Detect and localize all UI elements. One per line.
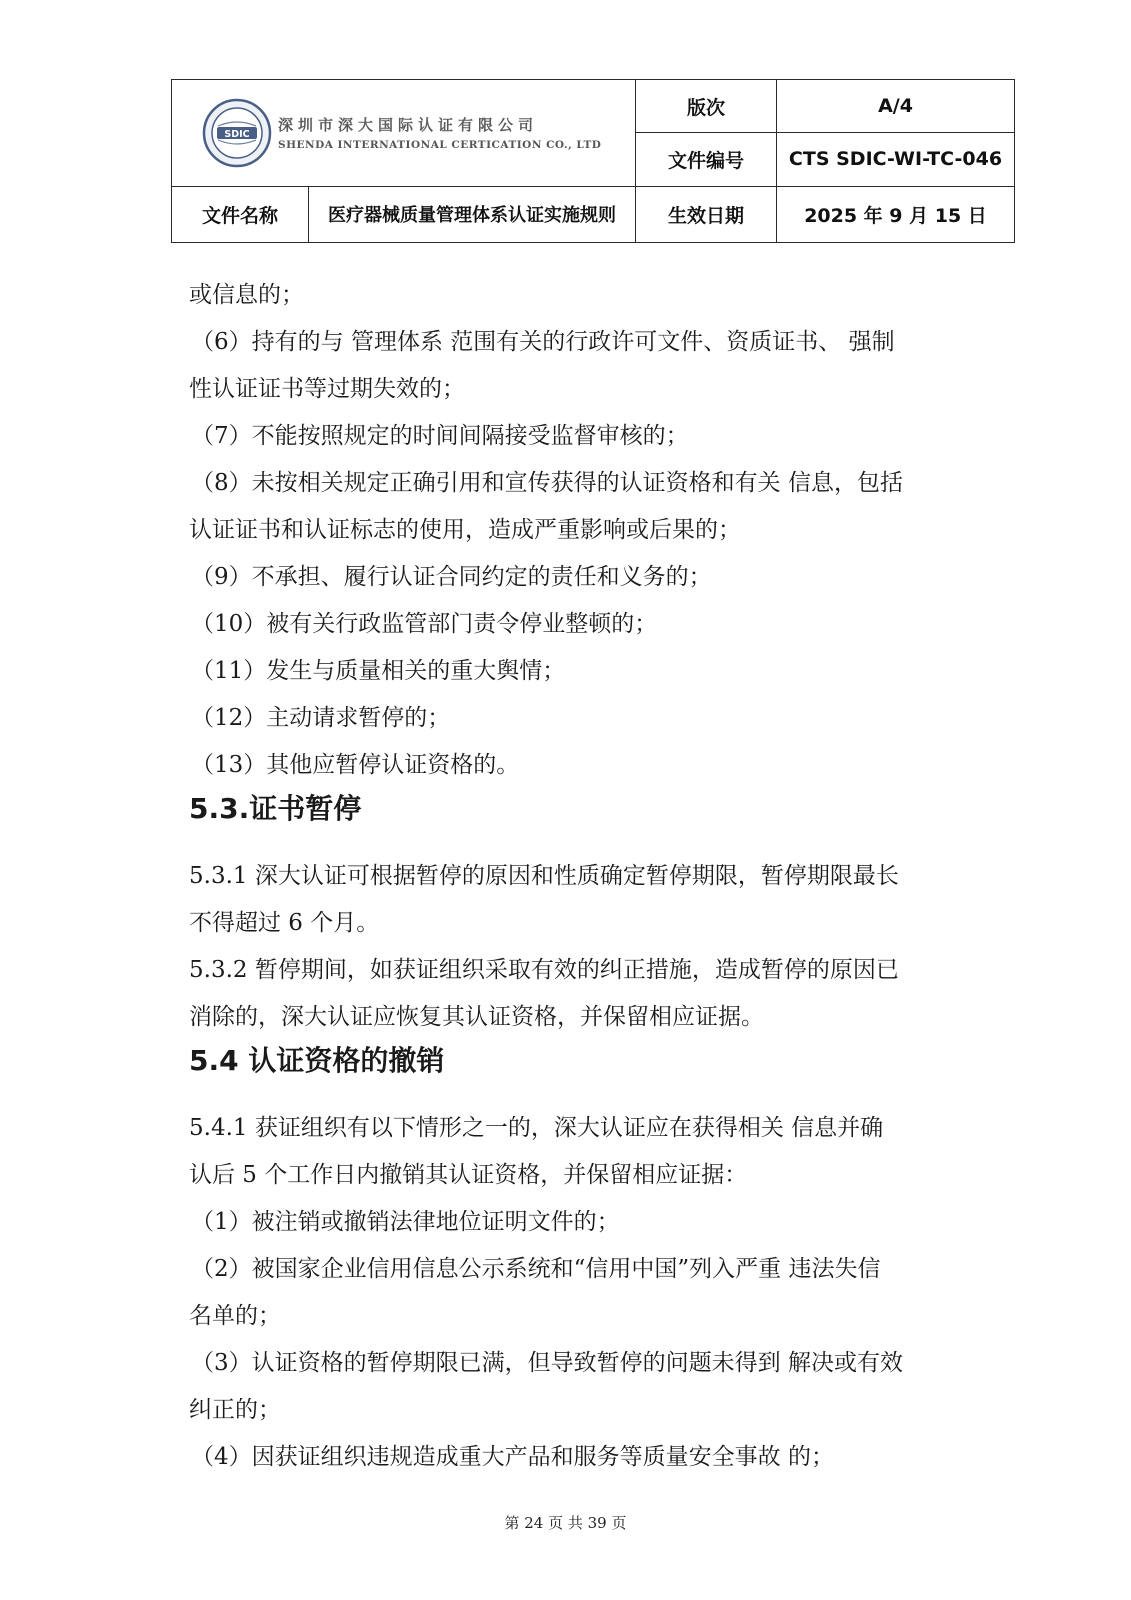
effective-date-value: 2025 年 9 月 15 日 — [777, 186, 1015, 242]
list-item: （7）不能按照规定的时间间隔接受监督审核的； — [191, 423, 689, 449]
body-line: 不得超过 6 个月。 — [189, 910, 380, 936]
company-seal-icon — [202, 98, 272, 168]
list-item: （11）发生与质量相关的重大舆情； — [191, 658, 566, 684]
body-line: 纠正的； — [189, 1397, 281, 1423]
effective-date-label: 生效日期 — [636, 186, 777, 242]
body-line: 名单的； — [189, 1303, 281, 1329]
section-heading-5-3: 5.3.证书暂停 — [189, 792, 362, 825]
list-item: （1）被注销或撤销法律地位证明文件的； — [191, 1209, 620, 1235]
body-line: 5.3.1 深大认证可根据暂停的原因和性质确定暂停期限，暂停期限最长 — [189, 863, 899, 889]
body-line: 或信息的； — [189, 282, 304, 308]
doc-number-value: CTS SDIC-WI-TC-046 — [777, 133, 1015, 186]
company-name-cn: 深圳市深大国际认证有限公司 — [278, 116, 539, 135]
body-line: 认证证书和认证标志的使用，造成严重影响或后果的； — [189, 517, 741, 543]
company-name-en: SHENDA INTERNATIONAL CERTICATION CO., LTD — [278, 139, 602, 152]
document-body — [189, 272, 1004, 1481]
page-number: 第 24 页 共 39 页 — [504, 1514, 627, 1532]
body-line: 消除的，深大认证应恢复其认证资格，并保留相应证据。 — [189, 1004, 764, 1030]
body-line: 5.4.1 获证组织有以下情形之一的，深大认证应在获得相关 信息并确 — [189, 1115, 884, 1141]
list-item: （6）持有的与 管理体系 范围有关的行政许可文件、资质证书、 强制 — [191, 329, 895, 355]
seal-text: SDIC — [224, 128, 250, 140]
body-line: 性认证证书等过期失效的； — [189, 376, 465, 402]
list-item: （12）主动请求暂停的； — [191, 705, 451, 731]
list-item: （4）因获证组织违规造成重大产品和服务等质量安全事故 的； — [191, 1444, 834, 1470]
doc-number-label: 文件编号 — [636, 133, 777, 186]
body-line: 认后 5 个工作日内撤销其认证资格，并保留相应证据： — [189, 1162, 748, 1188]
version-value: A/4 — [777, 80, 1015, 133]
list-item: （8）未按相关规定正确引用和宣传获得的认证资格和有关 信息，包括 — [191, 470, 903, 496]
version-label: 版次 — [636, 80, 777, 133]
doc-name-value: 医疗器械质量管理体系认证实施规则 — [309, 186, 636, 242]
body-line: 5.3.2 暂停期间，如获证组织采取有效的纠正措施，造成暂停的原因已 — [189, 957, 899, 983]
company-logo-cell — [172, 80, 636, 187]
section-heading-5-4: 5.4 认证资格的撤销 — [189, 1044, 445, 1077]
list-item: （2）被国家企业信用信息公示系统和“信用中国”列入严重 违法失信 — [191, 1256, 881, 1282]
document-header-table — [171, 79, 1015, 243]
list-item: （13）其他应暂停认证资格的。 — [191, 752, 520, 778]
list-item: （10）被有关行政监管部门责令停业整顿的； — [191, 611, 658, 637]
doc-name-label: 文件名称 — [172, 186, 309, 242]
list-item: （3）认证资格的暂停期限已满，但导致暂停的问题未得到 解决或有效 — [191, 1350, 903, 1376]
list-item: （9）不承担、履行认证合同约定的责任和义务的； — [191, 564, 712, 590]
